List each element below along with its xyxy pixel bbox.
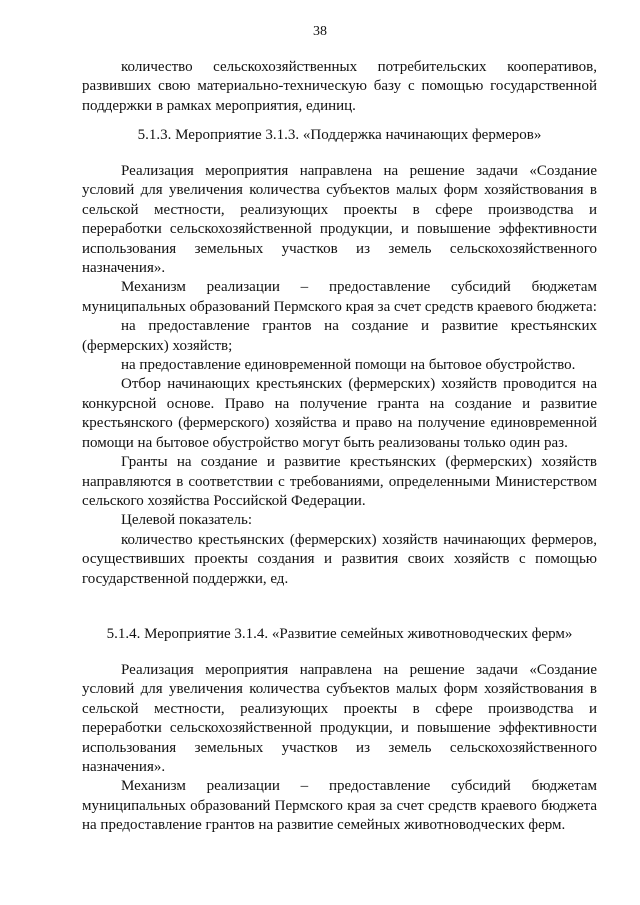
section-5-1-4-body xyxy=(82,661,597,836)
page-number: 38 xyxy=(313,24,327,39)
paragraph: Отбор начинающих крестьянских (фермерских) хозяйств проводится на конкурсной основе. Право на получение гранта на создание и развитие крестьянского (фермерского) хозяйства и право на получение единовременной помощи на бытовое обустройство могут быть реализованы только один раз. xyxy=(82,376,597,451)
paragraph: Механизм реализации – предоставление субсидий бюджетам муниципальных образований Пермского края за счет средств краевого бюджета на предоставление грантов на развитие семейных животноводческих ферм. xyxy=(82,778,597,834)
paragraph: на предоставление единовременной помощи на бытовое обустройство. xyxy=(121,357,576,374)
paragraph: Механизм реализации – предоставление субсидий бюджетам муниципальных образований Пермского края за счет средств краевого бюджета: xyxy=(82,279,597,315)
paragraph: Реализация мероприятия направлена на решение задачи «Создание условий для увеличения количества субъектов малых форм хозяйствования в сельской местности, реализующих проекты в сфере производства и переработки сельскохозяйственной продукции, и повышение эффективности использования земельных участков из земель сельскохозяйственного назначения». xyxy=(82,662,597,776)
section-heading-5-1-4-container xyxy=(82,625,597,644)
section-heading-5-1-4: 5.1.4. Мероприятие 3.1.4. «Развитие семейных животноводческих ферм» xyxy=(106,626,573,642)
section-5-1-3-body xyxy=(82,162,597,589)
paragraph: количество крестьянских (фермерских) хозяйств начинающих фермеров, осуществивших проекты создания и развития своих хозяйств с помощью государственной поддержки, ед. xyxy=(82,531,597,587)
section-heading-5-1-3-container xyxy=(82,126,597,145)
paragraph: количество сельскохозяйственных потребительских кооперативов, развивших свою материально-техническую базу с помощью государственной поддержки в рамках мероприятия, единиц. xyxy=(82,59,597,114)
paragraph: Реализация мероприятия направлена на решение задачи «Создание условий для увеличения количества субъектов малых форм хозяйствования в сельской местности, реализующих проекты в сфере производства и переработки сельскохозяйственной продукции, и повышение эффективности использования земельных участков из земель сельскохозяйственного назначения». xyxy=(82,163,597,277)
paragraph: Целевой показатель: xyxy=(121,512,253,529)
paragraph: на предоставление грантов на создание и развитие крестьянских (фермерских) хозяйств; xyxy=(82,318,597,354)
section-heading-5-1-3: 5.1.3. Мероприятие 3.1.3. «Поддержка начинающих фермеров» xyxy=(137,127,542,143)
continued-text-block xyxy=(82,58,597,116)
paragraph: Гранты на создание и развитие крестьянских (фермерских) хозяйств направляются в соответствии с требованиями, определенными Министерством сельского хозяйства Российской Федерации. xyxy=(82,454,597,509)
